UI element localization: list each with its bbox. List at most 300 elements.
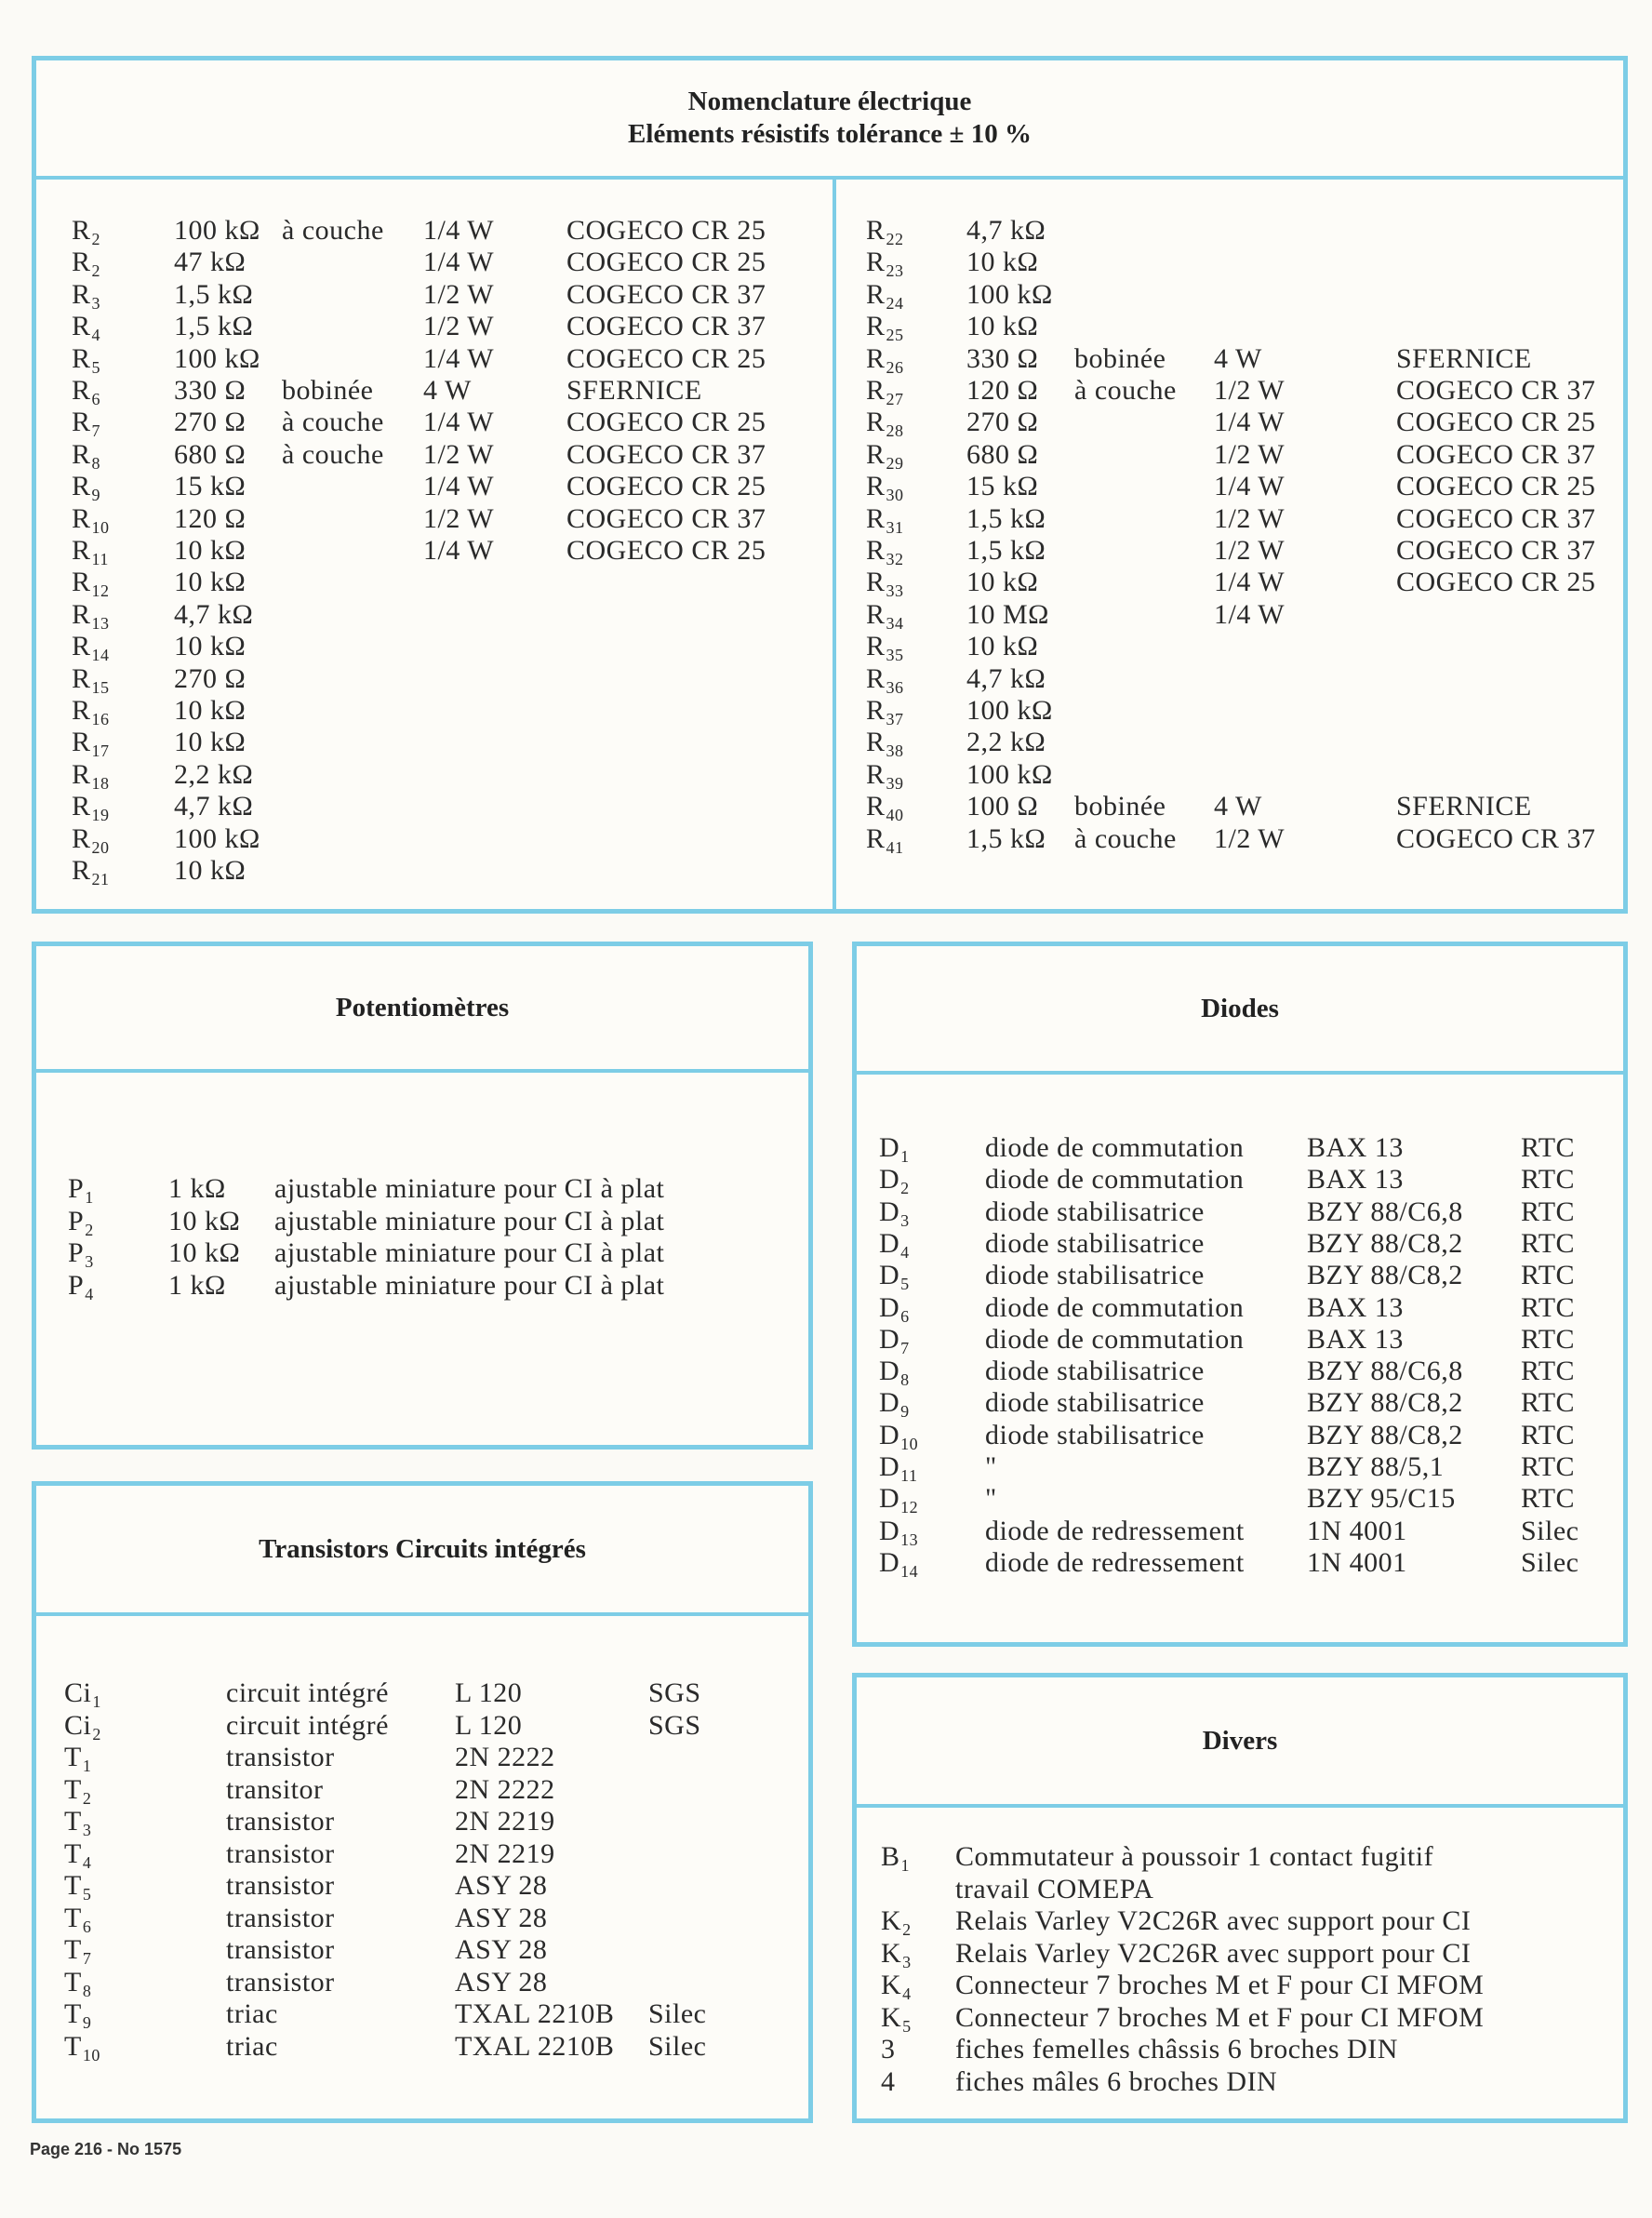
ref-letter: R — [866, 535, 886, 566]
table-row — [36, 727, 833, 761]
table-row — [857, 1516, 1623, 1547]
manufacturer: SFERNICE — [566, 375, 702, 406]
ref-number: 13 — [91, 613, 110, 633]
diode-description: diode de commutation — [985, 1132, 1245, 1163]
part-type: TXAL 2210B — [455, 1998, 615, 2029]
manufacturer: Silec — [1521, 1515, 1579, 1546]
table-row — [857, 1196, 1623, 1228]
resistor-type: à couche — [282, 438, 384, 470]
resistance-value: 2,2 kΩ — [174, 758, 254, 790]
resistor-type: à couche — [282, 407, 384, 438]
diode-type: BAX 13 — [1307, 1323, 1404, 1355]
component-ref — [72, 855, 110, 895]
ref-number: 11 — [91, 550, 109, 568]
part-type: L 120 — [455, 1709, 523, 1741]
diodes-section — [852, 942, 1628, 1647]
table-row — [36, 1270, 808, 1302]
ref-letter: D — [879, 1164, 900, 1196]
ref-letter: R — [866, 311, 886, 342]
resistance-value: 100 kΩ — [174, 215, 260, 246]
transistors-title: Transistors Circuits intégrés — [259, 1533, 586, 1564]
ref-number: 36 — [886, 677, 904, 697]
ref-letter: D — [879, 1196, 900, 1227]
ref-number: 18 — [91, 773, 110, 793]
power-rating: 1/2 W — [423, 438, 495, 470]
table-row — [36, 599, 833, 631]
resistance-value: 1,5 kΩ — [966, 822, 1046, 854]
ref-letter: R — [72, 695, 91, 726]
resistors-title-line2: Eléments résistifs tolérance ± 10 % — [628, 119, 1032, 149]
resistance-value: 10 MΩ — [966, 598, 1049, 630]
table-row — [836, 215, 1623, 247]
ref-number: 1 — [900, 1147, 910, 1166]
resistance-value: 10 kΩ — [174, 727, 246, 758]
divers-section — [852, 1673, 1628, 2123]
ref-number: 2 — [91, 261, 101, 281]
ref-number: 40 — [886, 806, 904, 825]
part-type: 2N 2222 — [455, 1773, 555, 1805]
power-rating: 1/4 W — [423, 215, 495, 246]
table-row — [36, 1838, 808, 1870]
ref-letter: D — [879, 1356, 900, 1387]
ref-number: 2 — [902, 1920, 912, 1939]
manufacturer: RTC — [1521, 1227, 1576, 1259]
table-row — [836, 727, 1623, 761]
power-rating: 1/2 W — [1214, 822, 1286, 854]
diode-description: diode de redressement — [985, 1515, 1245, 1546]
ref-number: 7 — [900, 1338, 910, 1357]
ref-number: 7 — [82, 1949, 92, 1968]
ref-letter: P — [68, 1173, 85, 1204]
table-row — [36, 1870, 808, 1902]
table-row — [36, 407, 833, 441]
item-description: Commutateur à poussoir 1 contact fugitif — [955, 1841, 1434, 1872]
ref-letter: D — [879, 1483, 900, 1515]
ref-letter: 3 — [881, 2034, 896, 2064]
manufacturer: COGECO CR 25 — [566, 215, 766, 246]
ref-letter: B — [881, 1841, 900, 1872]
part-type: L 120 — [455, 1677, 523, 1708]
ref-number: 1 — [92, 1692, 101, 1711]
page-footer: Page 216 - No 1575 — [30, 2140, 182, 2158]
manufacturer: RTC — [1521, 1483, 1576, 1515]
table-row — [857, 1841, 1623, 1873]
manufacturer: SFERNICE — [1396, 791, 1532, 822]
part-type: ASY 28 — [455, 1966, 548, 1998]
ref-letter: T — [64, 1806, 82, 1837]
diode-type: 1N 4001 — [1307, 1515, 1407, 1546]
ref-letter: T — [64, 1902, 82, 1933]
table-row — [36, 1237, 808, 1269]
manufacturer: Silec — [648, 1998, 707, 2029]
power-rating: 1/2 W — [1214, 502, 1286, 534]
manufacturer: COGECO CR 25 — [566, 535, 766, 566]
manufacturer: COGECO CR 37 — [566, 502, 766, 534]
ref-number: 5 — [91, 357, 101, 377]
table-row — [36, 1206, 808, 1237]
part-type: TXAL 2210B — [455, 2030, 615, 2062]
diode-description: diode stabilisatrice — [985, 1227, 1205, 1259]
ref-letter: R — [72, 278, 91, 310]
resistance-value: 4,7 kΩ — [966, 215, 1046, 246]
item-description: Connecteur 7 broches M et F pour CI MFOM — [955, 1970, 1485, 2000]
resistance-value: 680 Ω — [966, 438, 1039, 470]
part-type: ASY 28 — [455, 1934, 548, 1965]
pot-value: 10 kΩ — [168, 1237, 241, 1268]
resistance-value: 120 Ω — [174, 502, 246, 534]
manufacturer: COGECO CR 37 — [566, 438, 766, 470]
table-row — [857, 1356, 1623, 1390]
part-type: ASY 28 — [455, 1870, 548, 1901]
ref-letter: R — [72, 855, 91, 886]
ref-letter: R — [866, 278, 886, 310]
table-row — [857, 1324, 1623, 1356]
resistor-type: bobinée — [1074, 791, 1166, 822]
diode-description: diode stabilisatrice — [985, 1196, 1205, 1227]
component-ref — [866, 823, 904, 863]
ref-number: 16 — [91, 710, 110, 728]
ref-number: 4 — [900, 1242, 910, 1262]
ref-number: 5 — [82, 1885, 92, 1904]
manufacturer: SGS — [648, 1677, 701, 1708]
table-row — [836, 343, 1623, 375]
ref-number: 2 — [85, 1220, 94, 1239]
table-row — [857, 1132, 1623, 1164]
table-row — [36, 311, 833, 345]
table-row — [36, 1774, 808, 1806]
pot-description: ajustable miniature pour CI à plat — [274, 1173, 665, 1204]
ref-number: 19 — [91, 806, 110, 825]
ref-number: 10 — [91, 517, 110, 537]
ref-number: 5 — [900, 1275, 910, 1294]
diode-description: diode stabilisatrice — [985, 1419, 1205, 1450]
ref-letter: Ci — [64, 1677, 92, 1708]
ref-number: 3 — [900, 1210, 910, 1230]
ref-letter: D — [879, 1451, 900, 1482]
table-row — [836, 535, 1623, 567]
ref-letter: R — [866, 598, 886, 630]
ref-letter: 4 — [881, 2065, 896, 2097]
ref-number: 38 — [886, 742, 904, 761]
table-row — [36, 1742, 808, 1773]
component-ref — [68, 1270, 94, 1310]
manufacturer: COGECO CR 37 — [1396, 822, 1596, 854]
resistance-value: 1,5 kΩ — [174, 278, 254, 310]
ref-letter: R — [866, 662, 886, 694]
resistance-value: 10 kΩ — [174, 567, 246, 598]
ref-letter: R — [72, 791, 91, 822]
component-ref — [64, 2031, 100, 2071]
ref-letter: K — [881, 1937, 902, 1969]
ref-number: 3 — [82, 1821, 92, 1839]
ref-number: 29 — [886, 453, 904, 473]
ref-number: 2 — [900, 1179, 910, 1198]
transistors-section — [32, 1481, 813, 2123]
diode-description: diode stabilisatrice — [985, 1387, 1205, 1419]
part-description: transistor — [226, 1966, 335, 1998]
ref-letter: R — [866, 567, 886, 598]
ref-number: 6 — [91, 390, 101, 408]
manufacturer: SFERNICE — [1396, 342, 1532, 374]
manufacturer: COGECO CR 37 — [566, 278, 766, 310]
ref-letter: R — [72, 598, 91, 630]
ref-letter: R — [72, 375, 91, 406]
ref-number: 7 — [91, 421, 101, 441]
ref-letter: R — [866, 375, 886, 406]
ref-number: 9 — [91, 486, 101, 505]
ref-letter: R — [72, 758, 91, 790]
table-row — [36, 1967, 808, 1998]
table-row — [836, 759, 1623, 791]
resistor-type: à couche — [282, 215, 384, 246]
ref-letter: D — [879, 1419, 900, 1450]
resistance-value: 15 kΩ — [174, 471, 246, 502]
manufacturer: RTC — [1521, 1356, 1576, 1387]
table-row — [36, 631, 833, 665]
resistance-value: 4,7 kΩ — [966, 662, 1046, 694]
manufacturer: RTC — [1521, 1196, 1576, 1227]
table-row — [857, 1547, 1623, 1579]
table-row — [36, 1677, 808, 1709]
part-description: transistor — [226, 1837, 335, 1869]
manufacturer: COGECO CR 37 — [566, 311, 766, 342]
ref-number: 23 — [886, 261, 904, 281]
table-row — [857, 1938, 1623, 1970]
table-row — [836, 375, 1623, 407]
ref-letter: R — [72, 535, 91, 566]
ref-number: 28 — [886, 421, 904, 441]
table-row — [836, 279, 1623, 311]
power-rating: 4 W — [423, 375, 472, 406]
resistors-left-list — [36, 60, 833, 909]
part-description: transistor — [226, 1902, 335, 1933]
ref-letter: T — [64, 1870, 82, 1901]
ref-letter: R — [72, 631, 91, 662]
power-rating: 1/2 W — [1214, 375, 1286, 406]
table-row — [836, 823, 1623, 855]
table-row — [857, 1260, 1623, 1294]
manufacturer: COGECO CR 37 — [1396, 502, 1596, 534]
ref-number: 6 — [900, 1306, 910, 1326]
pot-value: 1 kΩ — [168, 1269, 226, 1301]
ref-letter: R — [72, 471, 91, 502]
power-rating: 1/4 W — [423, 471, 495, 502]
resistance-value: 10 kΩ — [174, 855, 246, 886]
ref-letter: R — [866, 215, 886, 246]
resistance-value: 120 Ω — [966, 375, 1039, 406]
manufacturer: COGECO CR 37 — [1396, 438, 1596, 470]
table-row — [836, 439, 1623, 471]
ref-letter: P — [68, 1205, 85, 1236]
diode-type: BAX 13 — [1307, 1291, 1404, 1323]
ref-number: 33 — [886, 581, 904, 601]
diode-description: diode stabilisatrice — [985, 1260, 1205, 1291]
resistance-value: 1,5 kΩ — [966, 535, 1046, 566]
diode-type: BZY 88/C6,8 — [1307, 1356, 1463, 1387]
table-row — [36, 279, 833, 311]
item-description: Relais Varley V2C26R avec support pour CI — [955, 1937, 1472, 1969]
diode-description: diode de commutation — [985, 1323, 1245, 1355]
ref-number: 5 — [902, 2016, 912, 2036]
ref-letter: R — [866, 727, 886, 758]
item-description: fiches femelles châssis 6 broches DIN — [955, 2034, 1398, 2064]
table-row — [857, 1451, 1623, 1483]
ref-number: 9 — [82, 2013, 92, 2032]
resistor-type: bobinée — [1074, 342, 1166, 374]
table-row — [36, 1998, 808, 2030]
ref-number: 31 — [886, 517, 904, 537]
table-row — [857, 1387, 1623, 1422]
ref-number: 8 — [900, 1370, 910, 1390]
resistors-right-list — [836, 60, 1623, 909]
ref-letter: T — [64, 1966, 82, 1998]
power-rating: 1/4 W — [1214, 567, 1286, 598]
resistance-value: 100 kΩ — [966, 695, 1053, 726]
ref-letter: R — [866, 502, 886, 534]
resistance-value: 330 Ω — [174, 375, 246, 406]
resistance-value: 10 kΩ — [174, 695, 246, 726]
resistance-value: 10 kΩ — [174, 535, 246, 566]
diode-type: 1N 4001 — [1307, 1546, 1407, 1578]
ref-letter: K — [881, 1970, 902, 2000]
resistance-value: 270 Ω — [174, 407, 246, 438]
manufacturer: RTC — [1521, 1387, 1576, 1419]
ref-letter: R — [866, 695, 886, 726]
table-row — [857, 1483, 1623, 1515]
diode-type: BAX 13 — [1307, 1132, 1404, 1163]
manufacturer: COGECO CR 25 — [566, 407, 766, 438]
manufacturer: COGECO CR 25 — [1396, 567, 1596, 598]
resistors-section — [32, 56, 1628, 914]
ref-number: 3 — [902, 1952, 912, 1971]
resistance-value: 680 Ω — [174, 438, 246, 470]
resistance-value: 100 Ω — [966, 791, 1039, 822]
resistance-value: 15 kΩ — [966, 471, 1039, 502]
resistance-value: 10 kΩ — [966, 311, 1039, 342]
resistance-value: 100 kΩ — [174, 342, 260, 374]
manufacturer: COGECO CR 37 — [1396, 535, 1596, 566]
ref-letter: R — [72, 407, 91, 438]
table-row — [857, 2002, 1623, 2034]
table-row — [36, 375, 833, 407]
table-row — [36, 567, 833, 601]
power-rating: 1/2 W — [1214, 535, 1286, 566]
ref-number: 4 — [91, 326, 101, 345]
ref-number: 4 — [82, 1852, 92, 1872]
ref-number: 26 — [886, 357, 904, 377]
ref-letter: D — [879, 1387, 900, 1419]
ref-number: 1 — [85, 1188, 94, 1207]
ref-number: 22 — [886, 230, 904, 248]
ref-number: 1 — [82, 1757, 92, 1775]
ref-letter: R — [866, 822, 886, 854]
part-description: transitor — [226, 1773, 324, 1805]
ref-number: 24 — [886, 293, 904, 313]
diode-type: BAX 13 — [1307, 1164, 1404, 1196]
item-description: travail COMEPA — [955, 1873, 1154, 1904]
table-row — [36, 791, 833, 825]
table-row — [857, 1420, 1623, 1451]
part-type: 2N 2219 — [455, 1837, 555, 1869]
ref-number: 12 — [91, 581, 110, 601]
table-row — [36, 503, 833, 535]
component-ref — [881, 2034, 896, 2065]
resistance-value: 4,7 kΩ — [174, 598, 254, 630]
resistance-value: 270 Ω — [174, 662, 246, 694]
table-row — [36, 695, 833, 727]
diode-description: " — [985, 1483, 997, 1515]
component-ref — [881, 2066, 896, 2098]
part-description: circuit intégré — [226, 1677, 389, 1708]
ref-letter: P — [68, 1269, 85, 1301]
ref-number: 13 — [900, 1530, 919, 1549]
table-row — [836, 631, 1623, 665]
ref-letter: P — [68, 1237, 85, 1268]
ref-letter: T — [64, 1837, 82, 1869]
part-description: circuit intégré — [226, 1709, 389, 1741]
diode-type: BZY 88/C8,2 — [1307, 1227, 1463, 1259]
ref-letter: R — [72, 215, 91, 246]
table-row — [36, 1710, 808, 1742]
ref-letter: R — [72, 502, 91, 534]
table-row — [836, 791, 1623, 825]
ref-letter: T — [64, 2030, 82, 2062]
resistance-value: 100 kΩ — [966, 758, 1053, 790]
potentiometers-title: Potentiomètres — [335, 992, 510, 1022]
table-row — [836, 311, 1623, 345]
resistance-value: 10 kΩ — [966, 247, 1039, 278]
manufacturer: RTC — [1521, 1260, 1576, 1291]
ref-letter: D — [879, 1546, 900, 1578]
ref-letter: T — [64, 1773, 82, 1805]
part-description: transistor — [226, 1742, 335, 1772]
pot-description: ajustable miniature pour CI à plat — [274, 1205, 665, 1236]
resistance-value: 100 kΩ — [966, 278, 1053, 310]
table-row — [857, 1905, 1623, 1937]
ref-number: 2 — [91, 230, 101, 248]
power-rating: 1/4 W — [1214, 598, 1286, 630]
power-rating: 4 W — [1214, 791, 1262, 822]
manufacturer: RTC — [1521, 1132, 1576, 1163]
manufacturer: Silec — [648, 2030, 707, 2062]
ref-number: 14 — [91, 646, 110, 665]
ref-number: 9 — [900, 1402, 910, 1422]
ref-letter: K — [881, 2001, 902, 2033]
ref-number: 35 — [886, 646, 904, 665]
table-row — [836, 695, 1623, 727]
table-row — [36, 343, 833, 375]
manufacturer: COGECO CR 25 — [566, 342, 766, 374]
power-rating: 1/4 W — [423, 342, 495, 374]
ref-letter: T — [64, 1934, 82, 1965]
resistance-value: 1,5 kΩ — [966, 502, 1046, 534]
ref-letter: R — [866, 438, 886, 470]
diode-description: diode de commutation — [985, 1291, 1245, 1323]
ref-letter: R — [72, 438, 91, 470]
part-description: triac — [226, 2030, 278, 2062]
manufacturer: COGECO CR 25 — [1396, 471, 1596, 502]
table-row — [836, 471, 1623, 505]
ref-number: 11 — [900, 1466, 918, 1485]
power-rating: 1/4 W — [1214, 471, 1286, 502]
ref-letter: R — [866, 631, 886, 662]
table-row — [36, 823, 833, 855]
ref-letter: R — [866, 791, 886, 822]
pot-value: 1 kΩ — [168, 1173, 226, 1204]
power-rating: 1/2 W — [423, 311, 495, 342]
diode-description: " — [985, 1451, 997, 1482]
manufacturer: COGECO CR 25 — [566, 247, 766, 278]
